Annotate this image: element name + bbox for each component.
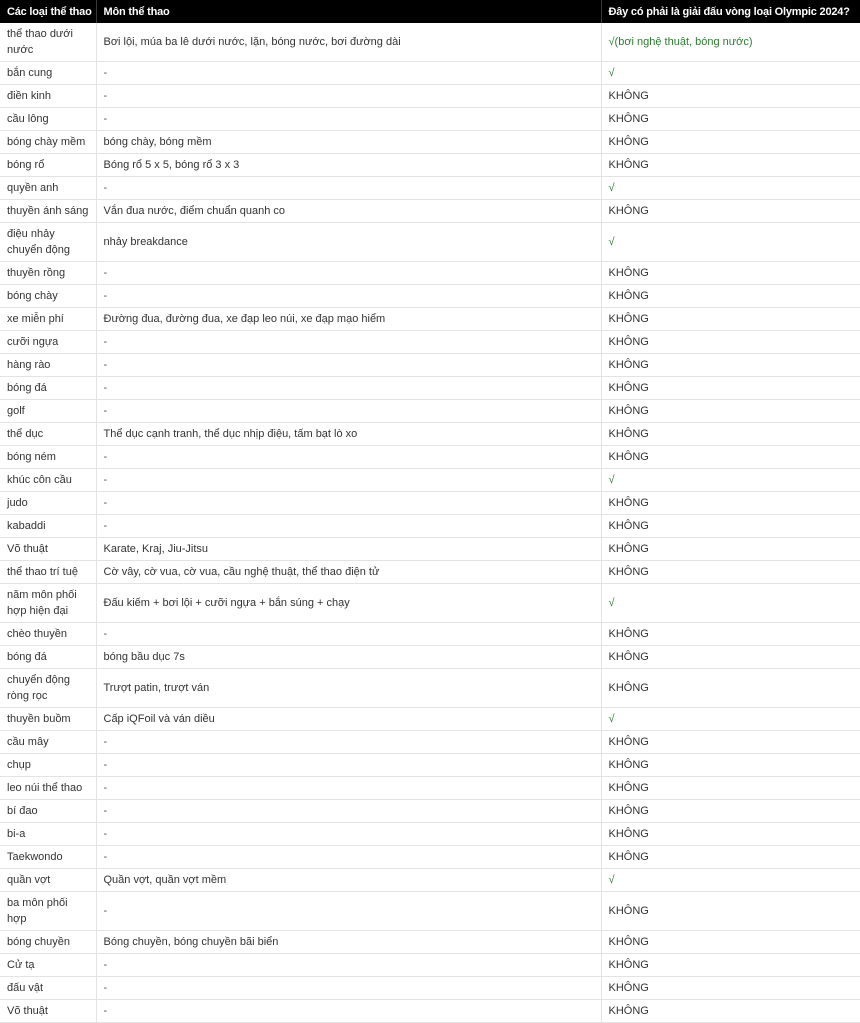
qualifier-cell: √ <box>601 584 860 623</box>
events-cell: Đấu kiếm + bơi lội + cưỡi ngựa + bắn súng + chạy <box>96 584 601 623</box>
events-cell: - <box>96 846 601 869</box>
events-cell: Trượt patin, trượt ván <box>96 669 601 708</box>
sport-category-cell: bóng chuyền <box>0 931 96 954</box>
sport-category-cell: thuyền ánh sáng <box>0 200 96 223</box>
sport-category-cell: chuyển động ròng rọc <box>0 669 96 708</box>
qualifier-cell: KHÔNG <box>601 954 860 977</box>
sport-category-cell: cầu lông <box>0 108 96 131</box>
events-cell: - <box>96 446 601 469</box>
qualifier-cell: KHÔNG <box>601 892 860 931</box>
table-row <box>0 931 860 954</box>
table-row <box>0 62 860 85</box>
sport-category-cell: bi-a <box>0 823 96 846</box>
table-row <box>0 308 860 331</box>
table-row <box>0 85 860 108</box>
sport-category-cell: bóng đá <box>0 377 96 400</box>
table-row <box>0 262 860 285</box>
events-cell: Cấp iQFoil và ván diều <box>96 708 601 731</box>
events-cell: - <box>96 892 601 931</box>
events-cell: - <box>96 731 601 754</box>
events-cell: - <box>96 754 601 777</box>
events-cell: - <box>96 777 601 800</box>
sport-category-cell: thuyền buồm <box>0 708 96 731</box>
events-cell: - <box>96 800 601 823</box>
events-cell: - <box>96 85 601 108</box>
table-row <box>0 331 860 354</box>
table-row <box>0 561 860 584</box>
table-row <box>0 1000 860 1023</box>
table-row <box>0 285 860 308</box>
table-row <box>0 23 860 62</box>
events-cell: - <box>96 177 601 200</box>
sport-category-cell: bắn cung <box>0 62 96 85</box>
events-cell: Cờ vây, cờ vua, cờ vua, cầu nghệ thuật, thể thao điện tử <box>96 561 601 584</box>
qualifier-cell: KHÔNG <box>601 154 860 177</box>
qualifier-cell: KHÔNG <box>601 400 860 423</box>
qualifier-cell: √ <box>601 177 860 200</box>
sport-category-cell: Cử tạ <box>0 954 96 977</box>
qualifier-cell: KHÔNG <box>601 85 860 108</box>
sport-category-cell: thể thao dưới nước <box>0 23 96 62</box>
header-row <box>0 0 860 23</box>
sport-category-cell: quyền anh <box>0 177 96 200</box>
table-body <box>0 23 860 1023</box>
table-row <box>0 954 860 977</box>
events-cell: - <box>96 62 601 85</box>
qualifier-cell: √(bơi nghệ thuật, bóng nước) <box>601 23 860 62</box>
table-row <box>0 446 860 469</box>
sport-category-cell: hàng rào <box>0 354 96 377</box>
table-row <box>0 223 860 262</box>
qualifier-cell: KHÔNG <box>601 446 860 469</box>
sport-category-cell: judo <box>0 492 96 515</box>
events-cell: Thể dục cạnh tranh, thể dục nhịp điệu, tấm bạt lò xo <box>96 423 601 446</box>
qualifier-cell: √ <box>601 869 860 892</box>
qualifier-cell: KHÔNG <box>601 423 860 446</box>
sport-category-cell: bí đao <box>0 800 96 823</box>
table-row <box>0 646 860 669</box>
sport-category-cell: điền kinh <box>0 85 96 108</box>
sport-category-cell: Võ thuật <box>0 1000 96 1023</box>
qualifier-cell: KHÔNG <box>601 800 860 823</box>
events-cell: Bóng chuyền, bóng chuyền bãi biển <box>96 931 601 954</box>
table-row <box>0 492 860 515</box>
table-row <box>0 400 860 423</box>
table-row <box>0 869 860 892</box>
events-cell: - <box>96 977 601 1000</box>
table-row <box>0 154 860 177</box>
qualifier-cell: KHÔNG <box>601 1000 860 1023</box>
table-row <box>0 731 860 754</box>
sport-category-cell: Võ thuật <box>0 538 96 561</box>
events-cell: bóng bầu dục 7s <box>96 646 601 669</box>
qualifier-cell: KHÔNG <box>601 977 860 1000</box>
qualifier-cell: KHÔNG <box>601 646 860 669</box>
qualifier-cell: KHÔNG <box>601 131 860 154</box>
sport-category-cell: chụp <box>0 754 96 777</box>
sport-category-cell: chèo thuyền <box>0 623 96 646</box>
sport-category-cell: năm môn phối hợp hiện đại <box>0 584 96 623</box>
qualifier-cell: KHÔNG <box>601 669 860 708</box>
sport-category-cell: bóng chày mềm <box>0 131 96 154</box>
sport-category-cell: golf <box>0 400 96 423</box>
qualifier-cell: √ <box>601 223 860 262</box>
table-row <box>0 200 860 223</box>
events-cell: Bóng rổ 5 x 5, bóng rổ 3 x 3 <box>96 154 601 177</box>
events-cell: - <box>96 954 601 977</box>
table-row <box>0 846 860 869</box>
sport-category-cell: thuyền rồng <box>0 262 96 285</box>
sport-category-cell: cưỡi ngựa <box>0 331 96 354</box>
events-cell: bóng chày, bóng mềm <box>96 131 601 154</box>
qualifier-cell: KHÔNG <box>601 200 860 223</box>
qualifier-cell: √ <box>601 708 860 731</box>
header-events: Môn thể thao <box>96 0 601 23</box>
qualifier-cell: KHÔNG <box>601 308 860 331</box>
qualifier-cell: KHÔNG <box>601 846 860 869</box>
table-row <box>0 754 860 777</box>
events-cell: Bơi lội, múa ba lê dưới nước, lặn, bóng nước, bơi đường dài <box>96 23 601 62</box>
table-row <box>0 108 860 131</box>
qualifier-cell: KHÔNG <box>601 354 860 377</box>
table-row <box>0 800 860 823</box>
table-row <box>0 669 860 708</box>
table-row <box>0 354 860 377</box>
qualifier-cell: KHÔNG <box>601 515 860 538</box>
qualifier-cell: KHÔNG <box>601 377 860 400</box>
table-row <box>0 423 860 446</box>
events-cell: - <box>96 823 601 846</box>
qualifier-cell: KHÔNG <box>601 285 860 308</box>
events-cell: - <box>96 262 601 285</box>
sport-category-cell: leo núi thể thao <box>0 777 96 800</box>
header-olympic-qualifier: Đây có phải là giải đấu vòng loại Olympic 2024? <box>601 0 860 23</box>
events-cell: - <box>96 331 601 354</box>
qualifier-cell: KHÔNG <box>601 623 860 646</box>
qualifier-cell: KHÔNG <box>601 492 860 515</box>
events-cell: - <box>96 377 601 400</box>
qualifier-cell: KHÔNG <box>601 731 860 754</box>
table-row <box>0 538 860 561</box>
qualifier-cell: √ <box>601 62 860 85</box>
sport-category-cell: thể dục <box>0 423 96 446</box>
sport-category-cell: cầu mây <box>0 731 96 754</box>
table-row <box>0 823 860 846</box>
table-row <box>0 515 860 538</box>
events-cell: - <box>96 623 601 646</box>
header-sport-category: Các loại thể thao <box>0 0 96 23</box>
table-row <box>0 977 860 1000</box>
events-cell: nhảy breakdance <box>96 223 601 262</box>
qualifier-cell: KHÔNG <box>601 108 860 131</box>
table-row <box>0 777 860 800</box>
events-cell: - <box>96 492 601 515</box>
sport-category-cell: bóng rổ <box>0 154 96 177</box>
sport-category-cell: khúc côn cầu <box>0 469 96 492</box>
sport-category-cell: kabaddi <box>0 515 96 538</box>
table-row <box>0 708 860 731</box>
table-row <box>0 623 860 646</box>
table-row <box>0 131 860 154</box>
sport-category-cell: bóng chày <box>0 285 96 308</box>
qualifier-cell: KHÔNG <box>601 754 860 777</box>
events-cell: - <box>96 285 601 308</box>
qualifier-cell: KHÔNG <box>601 777 860 800</box>
events-cell: Karate, Kraj, Jiu-Jitsu <box>96 538 601 561</box>
sport-category-cell: quần vợt <box>0 869 96 892</box>
qualifier-cell: KHÔNG <box>601 538 860 561</box>
events-cell: Đường đua, đường đua, xe đạp leo núi, xe đạp mạo hiểm <box>96 308 601 331</box>
qualifier-cell: KHÔNG <box>601 331 860 354</box>
events-cell: - <box>96 108 601 131</box>
table-row <box>0 584 860 623</box>
sport-category-cell: Taekwondo <box>0 846 96 869</box>
qualifier-cell: KHÔNG <box>601 262 860 285</box>
qualifier-cell: KHÔNG <box>601 823 860 846</box>
sport-category-cell: ba môn phối hợp <box>0 892 96 931</box>
events-cell: Quần vợt, quần vợt mềm <box>96 869 601 892</box>
sport-category-cell: điệu nhảy chuyển động <box>0 223 96 262</box>
table-row <box>0 377 860 400</box>
qualifier-cell: KHÔNG <box>601 561 860 584</box>
sport-category-cell: đấu vật <box>0 977 96 1000</box>
events-cell: - <box>96 400 601 423</box>
table-row <box>0 892 860 931</box>
sport-category-cell: bóng đá <box>0 646 96 669</box>
events-cell: - <box>96 1000 601 1023</box>
qualifier-cell: √ <box>601 469 860 492</box>
sport-category-cell: bóng ném <box>0 446 96 469</box>
events-cell: - <box>96 515 601 538</box>
qualifier-cell: KHÔNG <box>601 931 860 954</box>
table-row <box>0 177 860 200</box>
sport-category-cell: xe miễn phí <box>0 308 96 331</box>
events-cell: - <box>96 469 601 492</box>
events-cell: Vắn đua nước, điểm chuẩn quanh co <box>96 200 601 223</box>
events-cell: - <box>96 354 601 377</box>
table-row <box>0 469 860 492</box>
sport-category-cell: thể thao trí tuệ <box>0 561 96 584</box>
